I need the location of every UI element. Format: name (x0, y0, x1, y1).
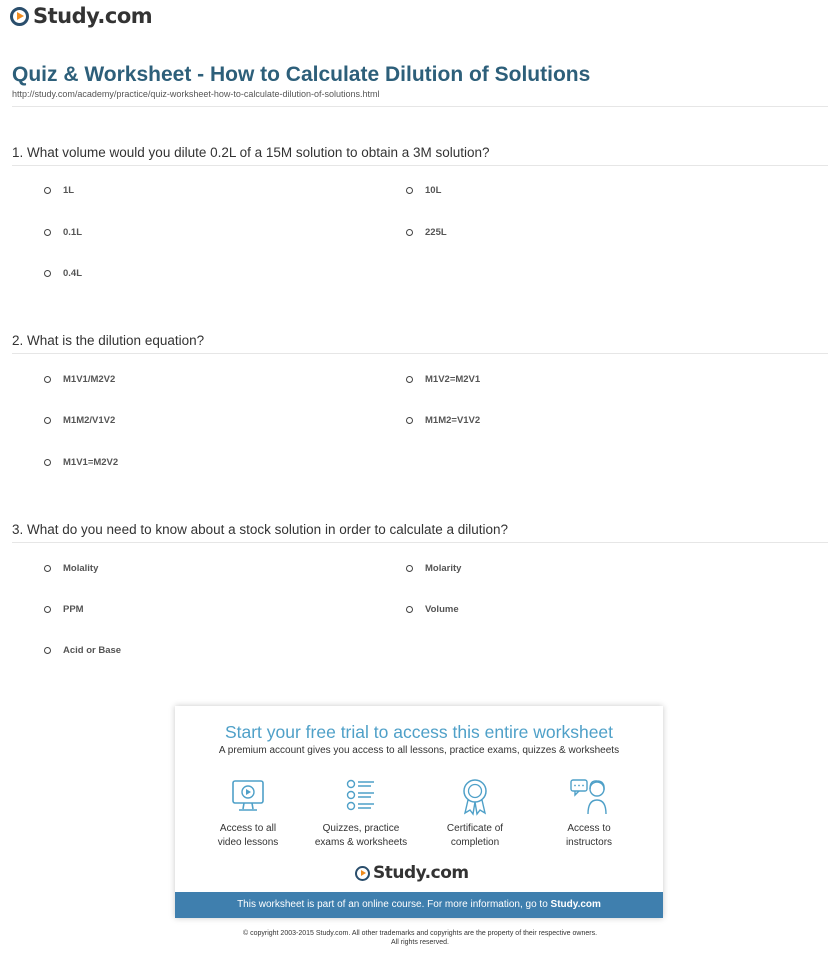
feature-label: Certificate of completion (446, 823, 504, 848)
radio-button[interactable] (44, 187, 51, 194)
play-logo-icon (355, 866, 370, 881)
radio-button[interactable] (406, 417, 413, 424)
free-trial-promo[interactable] (175, 706, 663, 918)
copyright-notice: © copyright 2003-2015 Study.com. All other trademarks and copyrights are the property of their respective owners. All rights reserved. (242, 930, 598, 946)
radio-button[interactable] (44, 647, 51, 654)
page-title: Quiz & Worksheet - How to Calculate Dilution of Solutions (12, 63, 591, 86)
answer-option[interactable]: 0.1L (44, 227, 82, 238)
radio-button[interactable] (44, 606, 51, 613)
study-logo[interactable] (10, 4, 152, 28)
radio-button[interactable] (406, 229, 413, 236)
radio-button[interactable] (406, 187, 413, 194)
feature-label: Quizzes, practice exams & worksheets (314, 823, 408, 848)
answer-option[interactable]: Molality (44, 563, 98, 574)
promo-heading[interactable]: Start your free trial to access this entire worksheet (224, 722, 614, 742)
header-divider (12, 106, 828, 107)
answer-option[interactable]: 1L (44, 185, 74, 196)
answer-option[interactable]: M1M2/V1V2 (44, 415, 115, 426)
radio-button[interactable] (44, 270, 51, 277)
answer-option[interactable]: Volume (406, 604, 459, 615)
feature-quizzes (311, 776, 411, 850)
radio-button[interactable] (406, 376, 413, 383)
answer-option[interactable]: 0.4L (44, 268, 82, 279)
logo-text: Study.com (33, 4, 153, 28)
feature-label: Access to instructors (565, 823, 613, 848)
quiz-list-icon (341, 776, 381, 816)
instructor-chat-icon (569, 776, 609, 816)
question-divider (12, 542, 828, 543)
answer-option[interactable]: M1V1=M2V2 (44, 457, 118, 468)
logo-text: Study.com (373, 863, 469, 883)
question-3: 3. What do you need to know about a stock solution in order to calculate a dilution? (12, 522, 509, 537)
feature-instructors (539, 776, 639, 850)
radio-button[interactable] (406, 606, 413, 613)
promo-subheading: A premium account gives you access to all lessons, practice exams, quizzes & worksheets (218, 745, 620, 756)
answer-option[interactable]: M1V2=M2V1 (406, 374, 480, 385)
answer-option[interactable]: Acid or Base (44, 645, 121, 656)
feature-certificate (425, 776, 525, 850)
certificate-ribbon-icon (455, 776, 495, 816)
question-divider (12, 165, 828, 166)
answer-option[interactable]: Molarity (406, 563, 461, 574)
radio-button[interactable] (44, 229, 51, 236)
question-1: 1. What volume would you dilute 0.2L of a 15M solution to obtain a 3M solution? (12, 145, 490, 160)
study-logo-promo[interactable] (355, 863, 469, 883)
answer-option[interactable]: M1M2=V1V2 (406, 415, 480, 426)
radio-button[interactable] (44, 376, 51, 383)
feature-video-lessons (198, 776, 298, 850)
radio-button[interactable] (44, 459, 51, 466)
video-monitor-icon (228, 776, 268, 816)
answer-option[interactable]: 225L (406, 227, 447, 238)
answer-option[interactable]: 10L (406, 185, 441, 196)
radio-button[interactable] (406, 565, 413, 572)
answer-option[interactable]: M1V1/M2V2 (44, 374, 115, 385)
radio-button[interactable] (44, 565, 51, 572)
answer-option[interactable]: PPM (44, 604, 84, 615)
promo-info-bar[interactable]: This worksheet is part of an online course. For more information, go to Study.com (175, 892, 663, 918)
study-link[interactable]: Study.com (550, 899, 601, 910)
feature-label: Access to all video lessons (217, 823, 279, 848)
question-2: 2. What is the dilution equation? (12, 333, 205, 348)
question-divider (12, 353, 828, 354)
page-url: http://study.com/academy/practice/quiz-worksheet-how-to-calculate-dilution-of-solutions.html (12, 89, 380, 99)
radio-button[interactable] (44, 417, 51, 424)
play-logo-icon (10, 7, 29, 26)
